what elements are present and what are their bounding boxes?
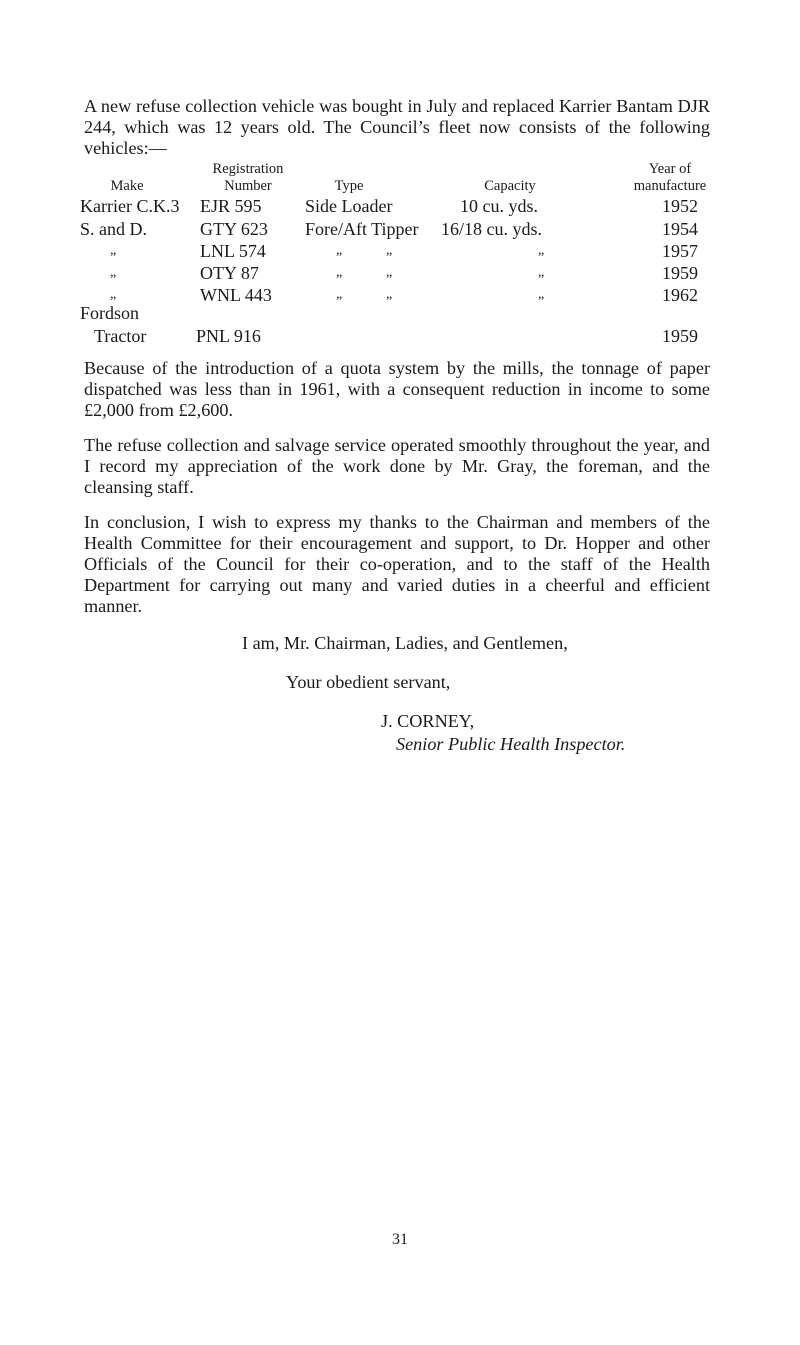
document-page [80, 96, 710, 777]
header-type: Type [334, 178, 364, 194]
row-4-registration: OTY 87 [200, 263, 259, 283]
row-5-type-ditto-1: „ [336, 287, 343, 302]
row-5-registration: WNL 443 [200, 285, 272, 305]
row-6-registration: PNL 916 [196, 326, 261, 346]
paragraph-quota: Because of the introduction of a quota system by the mills, the tonnage of paper dispatched was less than in 1961, with a consequent reduction in income to some £2,000 from £2,600. [84, 358, 710, 420]
signature-name: J. CORNEY, [381, 711, 475, 731]
paragraph-conclusion: In conclusion, I wish to express my thanks to the Chairman and members of the Health Committee for their encouragement and support, to Dr. Hopper and other Officials of the Council for their co-operation, and to the staff of the Health Department for carrying out many and varied duties in a cheerful and efficient manner. [84, 512, 710, 616]
row-3-year: 1957 [662, 241, 698, 261]
row-6-year: 1959 [662, 326, 698, 346]
row-3-registration: LNL 574 [200, 241, 266, 261]
row-1-make: Karrier C.K.3 [80, 196, 180, 216]
row-1-capacity: 10 cu. yds. [460, 196, 538, 216]
row-4-make-ditto: „ [110, 265, 117, 280]
row-6-make-top: Fordson [80, 303, 140, 323]
row-3-capacity-ditto: „ [538, 243, 545, 258]
row-5-capacity-ditto: „ [538, 287, 545, 302]
row-6-make: Tractor [94, 326, 147, 346]
row-2-make: S. and D. [80, 219, 147, 239]
row-4-year: 1959 [662, 263, 698, 283]
row-3-make-ditto: „ [110, 243, 117, 258]
header-registration-bottom: Number [224, 178, 272, 194]
row-3-type-ditto-1: „ [336, 243, 343, 258]
row-2-year: 1954 [662, 219, 698, 239]
header-registration-top: Registration [212, 161, 284, 177]
row-2-type: Fore/Aft Tipper [305, 219, 419, 239]
row-5-year: 1962 [662, 285, 698, 305]
row-3-type-ditto-2: „ [386, 243, 393, 258]
page-number: 31 [392, 1231, 408, 1248]
row-4-type-ditto-2: „ [386, 265, 393, 280]
row-1-year: 1952 [662, 196, 698, 216]
closing-block [84, 617, 710, 777]
row-2-registration: GTY 623 [200, 219, 268, 239]
header-capacity: Capacity [484, 178, 536, 194]
valediction: Your obedient servant, [286, 672, 451, 692]
row-1-registration: EJR 595 [200, 196, 262, 216]
row-2-capacity: 16/18 cu. yds. [441, 219, 542, 239]
vehicle-fleet-table [80, 161, 720, 346]
row-4-type-ditto-1: „ [336, 265, 343, 280]
salutation: I am, Mr. Chairman, Ladies, and Gentlemen, [242, 633, 568, 653]
row-1-type: Side Loader [305, 196, 393, 216]
row-5-type-ditto-2: „ [386, 287, 393, 302]
row-5-make-ditto: „ [110, 287, 117, 302]
row-4-capacity-ditto: „ [538, 265, 545, 280]
header-make: Make [110, 178, 144, 194]
header-year-bottom: manufacture [633, 178, 707, 194]
paragraph-refuse-service: The refuse collection and salvage service operated smoothly throughout the year, and I record my appreciation of the work done by Mr. Gray, the foreman, and the cleansing staff. [84, 435, 710, 497]
signature-title: Senior Public Health Inspector. [396, 734, 626, 754]
header-year-top: Year of [648, 161, 692, 177]
intro-paragraph: A new refuse collection vehicle was bought in July and replaced Karrier Bantam DJR 244, which was 12 years old. The Council’s fleet now consists of the following vehicles:— [84, 96, 710, 158]
